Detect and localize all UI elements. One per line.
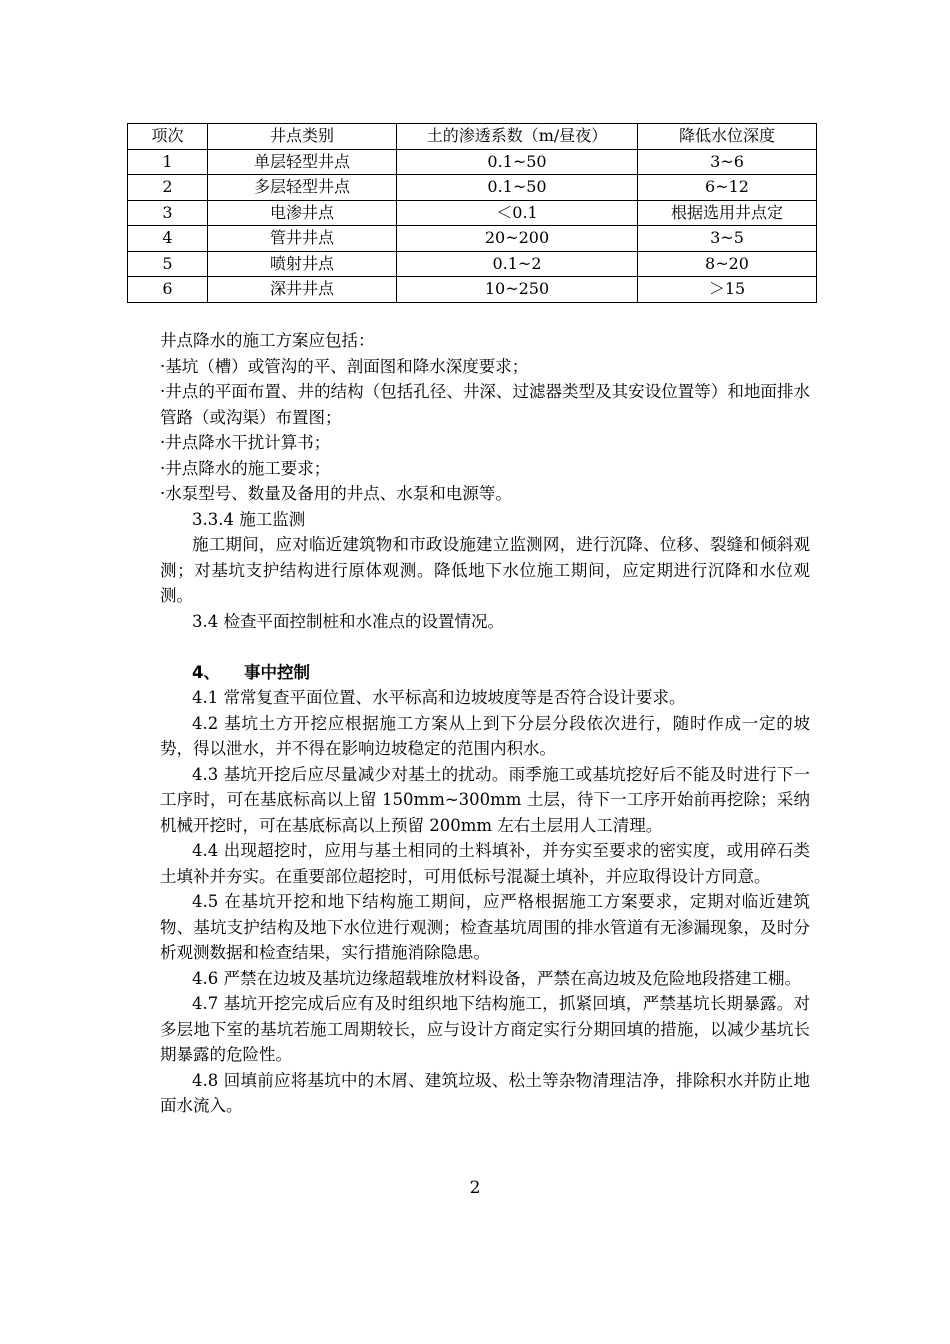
table-cell: ＜0.1 [397,200,638,226]
table-cell: 根据选用井点定 [638,200,817,226]
page-number: 2 [469,1178,481,1198]
table-row [128,149,817,175]
table-cell: 5 [128,251,208,277]
table-cell: 10~250 [397,277,638,303]
table-cell: 1 [128,149,208,175]
heading-number: 4、 [192,662,220,682]
table-cell: 深井井点 [208,277,397,303]
bullet-item: ·水泵型号、数量及备用的井点、水泵和电源等。 [160,484,512,503]
bullet-item: ·井点降水的施工要求； [160,458,331,478]
document-body [160,328,810,1119]
table-cell: 8~20 [638,251,817,277]
table-cell: 3~5 [638,226,817,252]
header-cell: 土的渗透系数（m/昼夜） [397,124,638,150]
table-cell: 0.1~50 [397,175,638,201]
table-cell: ＞15 [638,277,817,303]
paragraph: 4.2 基坑土方开挖应根据施工方案从上到下分层分段依次进行，随时作成一定的坡势，得以泄水，并不得在影响边坡稳定的范围内积水。 [160,713,810,758]
table-row [128,251,817,277]
section-heading [160,660,810,686]
paragraph: 4.3 基坑开挖后应尽量减少对基土的扰动。雨季施工或基坑挖好后不能及时进行下一工序时，可在基底标高以上留 150mm~300mm 土层，待下一工序开始前再挖除；采纳机械开挖时，可在基底标高以上预留 200mm 左右土层用人工清理。 [160,764,810,835]
header-cell: 井点类别 [208,124,397,150]
table-cell: 多层轻型井点 [208,175,397,201]
paragraph: 4.6 严禁在边坡及基坑边缘超载堆放材料设备，严禁在高边坡及危险地段搭建工棚。 [192,968,801,988]
table-cell: 喷射井点 [208,251,397,277]
table-cell: 0.1~50 [397,149,638,175]
paragraph: 4.8 回填前应将基坑中的木屑、建筑垃圾、松土等杂物清理洁净，排除积水并防止地面水流入。 [160,1070,810,1115]
paragraph: 施工期间，应对临近建筑物和市政设施建立监测网，进行沉降、位移、裂缝和倾斜观测；对基坑支护结构进行原体观测。降低地下水位施工期间，应定期进行沉降和水位观测。 [160,535,810,605]
section-title: 3.3.4 施工监测 [192,509,306,529]
table-cell: 6~12 [638,175,817,201]
table-cell: 管井井点 [208,226,397,252]
bullet-item: ·基坑（槽）或管沟的平、剖面图和降水深度要求； [160,356,529,376]
header-cell: 项次 [128,124,208,150]
table-cell: 3~6 [638,149,817,175]
header-cell: 降低水位深度 [638,124,817,150]
bullet-item: ·井点降水干扰计算书； [160,433,331,452]
table-cell: 2 [128,175,208,201]
paragraph: 4.7 基坑开挖完成后应有及时组织地下结构施工，抓紧回填，严禁基坑长期暴露。对多层地下室的基坑若施工周期较长，应与设计方商定实行分期回填的措施，以减少基坑长期暴露的危险性。 [160,994,810,1064]
paragraph: 4.5 在基坑开挖和地下结构施工期间，应严格根据施工方案要求，定期对临近建筑物、基坑支护结构及地下水位进行观测；检查基坑周围的排水管道有无渗漏现象，及时分析观测数据和检查结果，实行措施消除隐患。 [160,892,810,962]
paragraph: 4.4 出现超挖时，应用与基土相同的土料填补，并夯实至要求的密实度，或用碎石类土填补并夯实。在重要部位超挖时，可用低标号混凝土填补，并应取得设计方同意。 [160,841,810,886]
table-header-row [128,124,817,150]
table-row [128,200,817,226]
table-row [128,277,817,303]
table-cell: 0.1~2 [397,251,638,277]
table-cell: 电渗井点 [208,200,397,226]
table-cell: 4 [128,226,208,252]
table-row [128,226,817,252]
bullet-item: ·井点的平面布置、井的结构（包括孔径、井深、过滤器类型及其安设位置等）和地面排水管路（或沟渠）布置图； [160,382,810,427]
paragraph: 井点降水的施工方案应包括： [160,331,375,350]
heading-title: 事中控制 [244,662,310,682]
paragraph: 3.4 检查平面控制桩和水准点的设置情况。 [192,611,504,631]
table-cell: 3 [128,200,208,226]
table-cell: 20~200 [397,226,638,252]
paragraph: 4.1 常常复查平面位置、水平标高和边坡坡度等是否符合设计要求。 [192,688,686,707]
table-row [128,175,817,201]
table-cell: 6 [128,277,208,303]
table-cell: 单层轻型井点 [208,149,397,175]
well-point-table [127,123,817,303]
